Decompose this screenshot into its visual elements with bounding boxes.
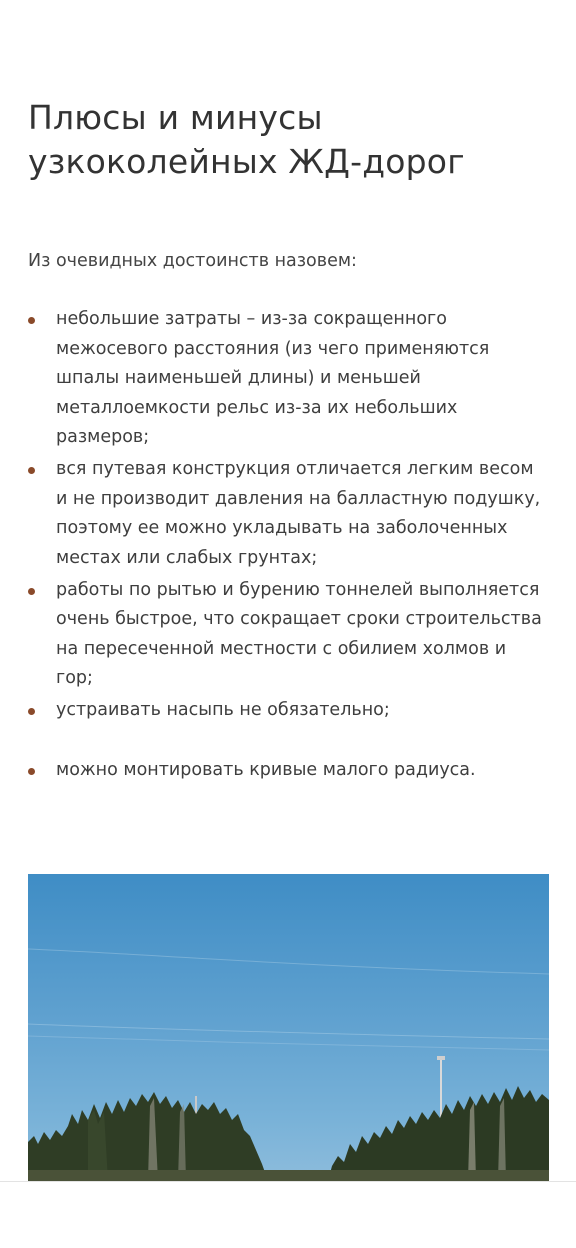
list-item: [28, 455, 548, 573]
bullet-icon: [28, 588, 35, 595]
footer-divider: [0, 1181, 576, 1182]
list-item-text: можно монтировать кривые малого радиуса.: [56, 759, 476, 780]
list-item-text: работы по рытью и бурению тоннелей выполняется очень быстрое, что сокращает сроки строительства на пересеченной местности с обилием холмов и гор;: [56, 579, 542, 688]
bullet-icon: [28, 768, 35, 775]
list-item: [28, 305, 548, 453]
bullet-icon: [28, 467, 35, 474]
list-item-text: небольшие затраты – из-за сокращенного межосевого расстояния (из чего применяются шпалы наименьшей длины) и меньшей металлоемкости рельс из-за их небольших размеров;: [56, 309, 490, 447]
list-item-text: вся путевая конструкция отличается легким весом и не производит давления на балластную подушку, поэтому ее можно укладывать на заболоченных местах или слабых грунтах;: [56, 459, 541, 568]
list-item-text: устраивать насыпь не обязательно;: [56, 700, 390, 720]
landscape-photo-icon: [28, 874, 549, 1181]
bullet-icon: [28, 708, 35, 715]
intro-paragraph: Из очевидных достоинств назовем:: [28, 251, 357, 271]
list-item: [28, 576, 548, 694]
list-item: [28, 696, 548, 726]
article-photo: [28, 874, 549, 1181]
page-title: Плюсы и минусы узкоколейных ЖД-дорог: [28, 98, 465, 181]
advantages-list: [28, 305, 548, 788]
bullet-icon: [28, 317, 35, 324]
list-item: [28, 756, 548, 786]
